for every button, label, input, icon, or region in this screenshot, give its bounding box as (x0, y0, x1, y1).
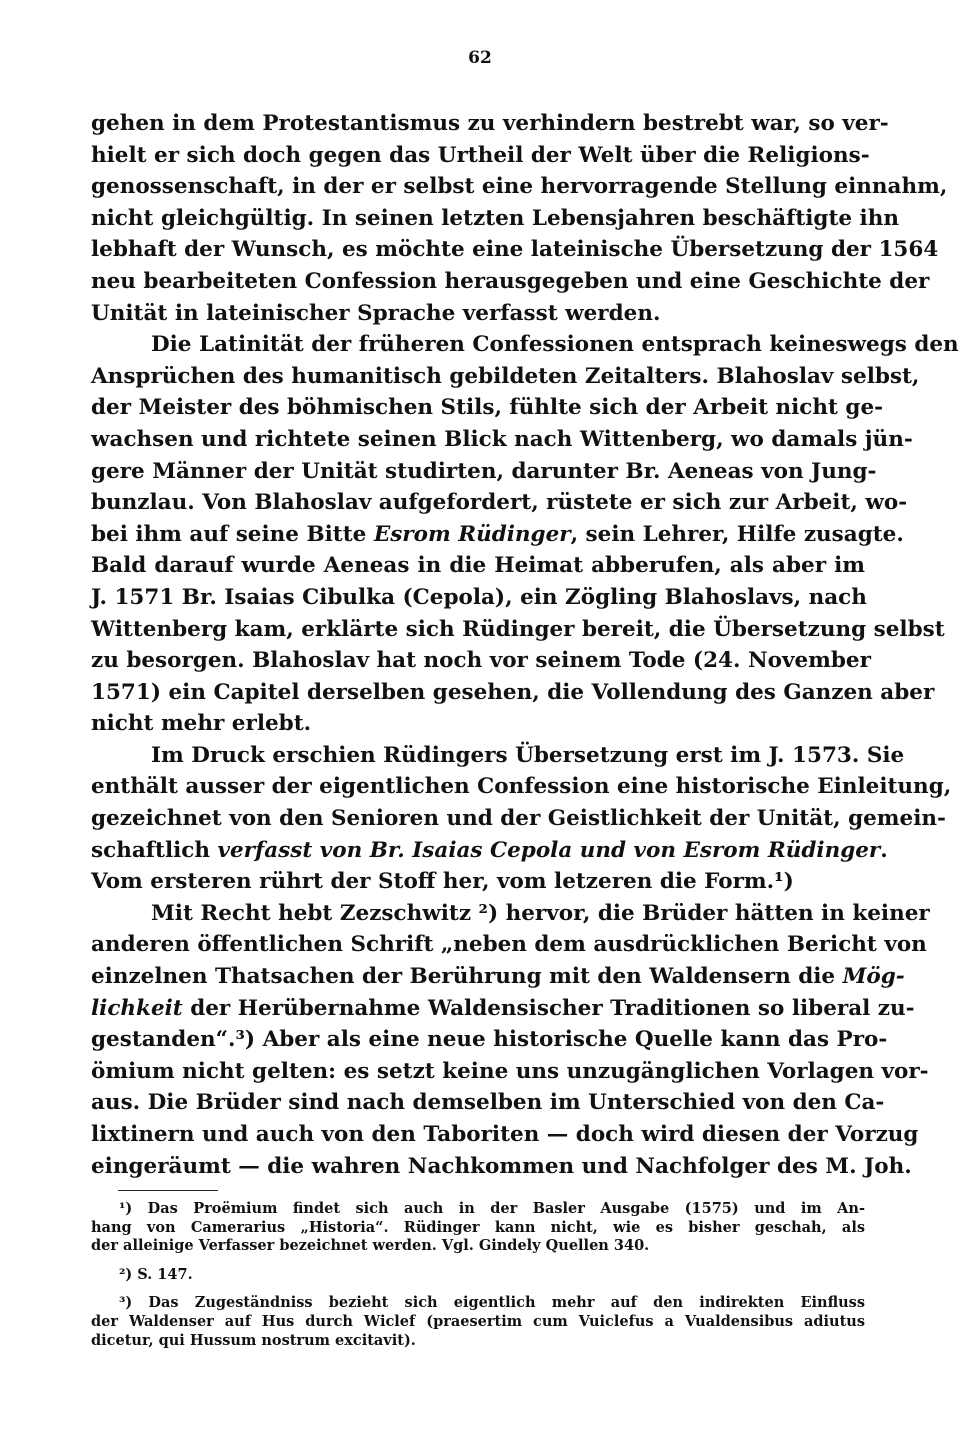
footnote-divider (118, 1190, 218, 1191)
text-line: gezeichnet von den Senioren und der Geistlichkeit der Unität, gemein- (91, 806, 946, 832)
footnote-line: ³) Das Zugeständniss bezieht sich eigentlich mehr auf den indirekten Einfluss (119, 1294, 865, 1312)
text-line: 1571) ein Capitel derselben gesehen, die Vollendung des Ganzen aber (91, 679, 935, 705)
italic-phrase: Esrom Rüdinger (373, 521, 571, 547)
text-line: genossenschaft, in der er selbst eine hervorragende Stellung einnahm, (91, 174, 948, 200)
text-line: Wittenberg kam, erklärte sich Rüdinger bereit, die Übersetzung selbst (91, 616, 945, 642)
text-line: gere Männer der Unität studirten, darunter Br. Aeneas von Jung- (91, 458, 877, 484)
text-line: aus. Die Brüder sind nach demselben im Unterschied von den Ca- (91, 1090, 885, 1116)
text-line (91, 993, 915, 1025)
text-segment: schaftlich (91, 837, 218, 863)
text-line (91, 519, 904, 551)
text-segment: der Herübernahme Waldensischer Traditionen so liberal zu- (182, 995, 915, 1021)
italic-phrase: lichkeit (91, 995, 183, 1021)
main-text (91, 108, 959, 1182)
footnote-line: ²) S. 147. (119, 1265, 193, 1283)
text-line: Vom ersteren rührt der Stoff her, vom letzeren die Form.¹) (91, 869, 794, 895)
text-line: anderen öffentlichen Schrift „neben dem ausdrücklichen Bericht von (91, 932, 927, 958)
text-line: nicht gleichgültig. In seinen letzten Lebensjahren beschäftigte ihn (91, 205, 899, 231)
italic-phrase: verfasst von Br. Isaias Cepola und von Esrom Rüdinger (217, 837, 881, 863)
text-line: Ansprüchen des humanitisch gebildeten Zeitalters. Blahoslav selbst, (91, 363, 920, 389)
text-segment: . (880, 837, 888, 863)
text-line: Die Latinität der früheren Confessionen entsprach keineswegs den (151, 332, 959, 358)
text-line: lebhaft der Wunsch, es möchte eine lateinische Übersetzung der 1564 (91, 237, 939, 263)
text-line: neu bearbeiteten Confession herausgegeben und eine Geschichte der (91, 268, 930, 294)
text-line: eingeräumt — die wahren Nachkommen und Nachfolger des M. Joh. (91, 1153, 912, 1179)
text-segment: , sein Lehrer, Hilfe zusagte. (570, 521, 904, 547)
text-line: Unität in lateinischer Sprache verfasst werden. (91, 300, 661, 326)
footnote-line: dicetur, qui Hussum nostrum excitavit). (91, 1331, 416, 1349)
text-line: wachsen und richtete seinen Blick nach Wittenberg, wo damals jün- (91, 426, 913, 452)
text-line: lixtinern und auch von den Taboriten — doch wird diesen der Vorzug (91, 1122, 919, 1147)
text-line: ömium nicht gelten: es setzt keine uns unzugänglichen Vorlagen vor- (91, 1058, 929, 1084)
text-line (91, 961, 905, 993)
text-segment: einzelnen Thatsachen der Berührung mit den Waldensern die (91, 964, 843, 990)
footnote-line: der Waldenser auf Hus durch Wiclef (praesertim cum Vuiclefus a Vualdensibus adiutus (91, 1312, 865, 1330)
footnote-line: der alleinige Verfasser bezeichnet werden. Vgl. Gindely Quellen 340. (91, 1237, 650, 1255)
text-line: Mit Recht hebt Zezschwitz ²) hervor, die Brüder hätten in keiner (151, 900, 930, 926)
text-segment: bei ihm auf seine Bitte (91, 521, 374, 547)
text-line: enthält ausser der eigentlichen Confession eine historische Einleitung, (91, 774, 952, 800)
text-line: der Meister des böhmischen Stils, fühlte sich der Arbeit nicht ge- (91, 395, 884, 421)
text-line: gehen in dem Protestantismus zu verhindern bestrebt war, so ver- (91, 111, 889, 136)
text-line: bunzlau. Von Blahoslav aufgefordert, rüstete er sich zur Arbeit, wo- (91, 490, 908, 516)
text-line: Bald darauf wurde Aeneas in die Heimat abberufen, als aber im (91, 553, 865, 579)
text-line: gestanden“.³) Aber als eine neue historische Quelle kann das Pro- (91, 1027, 888, 1053)
text-line: Im Druck erschien Rüdingers Übersetzung erst im J. 1573. Sie (151, 742, 905, 768)
footnote-line: hang von Camerarius „Historia“. Rüdinger kann nicht, wie es bisher geschah, als (91, 1218, 865, 1236)
footnote-line: ¹) Das Proëmium findet sich auch in der Basler Ausgabe (1575) und im An- (119, 1200, 865, 1217)
footnote-spacer (91, 1284, 865, 1294)
text-line: zu besorgen. Blahoslav hat noch vor seinem Tode (24. November (91, 648, 871, 674)
page-number: 62 (468, 48, 492, 68)
italic-phrase: Mög- (842, 964, 905, 990)
footnotes (91, 1200, 865, 1350)
text-line: nicht mehr erlebt. (91, 711, 312, 737)
text-line (91, 835, 888, 867)
footnote-spacer (91, 1256, 865, 1266)
text-line: J. 1571 Br. Isaias Cibulka (Cepola), ein Zögling Blahoslavs, nach (91, 584, 867, 610)
text-line: hielt er sich doch gegen das Urtheil der Welt über die Religions- (91, 142, 870, 168)
